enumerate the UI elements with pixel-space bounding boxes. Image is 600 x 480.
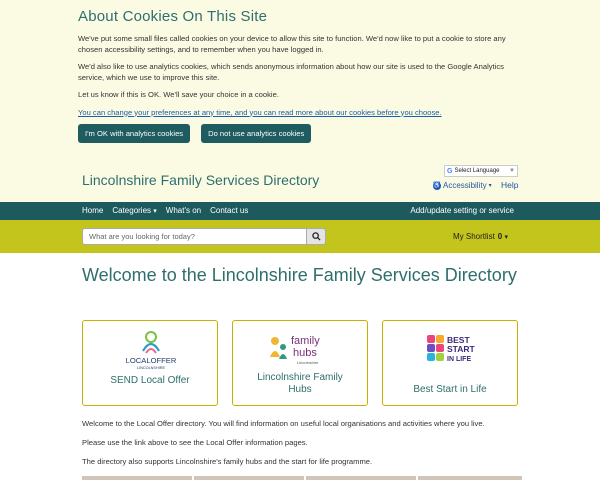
local-offer-logo	[111, 327, 191, 371]
nav-contact[interactable]: Contact us	[210, 206, 249, 215]
local-offer-logo-subtext: LINCOLNSHIRE	[136, 366, 166, 370]
search-icon	[312, 232, 321, 241]
google-icon: G	[447, 167, 453, 175]
cookie-button-row	[78, 124, 522, 143]
language-select-label: Select Language	[454, 168, 500, 174]
nav-home[interactable]: Home	[82, 206, 104, 215]
best-start-logo-text-1: BEST	[447, 335, 470, 345]
chevron-down-icon: ▼	[509, 168, 515, 174]
image-tile[interactable]	[194, 476, 304, 480]
reject-analytics-button[interactable]: Do not use analytics cookies	[201, 124, 311, 143]
shortlist-label: My Shortlist	[453, 232, 495, 241]
family-hubs-logo-text-2: hubs	[293, 347, 317, 359]
card-label: Lincolnshire Family Hubs	[257, 372, 343, 395]
nav-categories-label: Categories	[112, 206, 152, 215]
search-input[interactable]: What are you looking for today?	[82, 228, 306, 245]
card-label: SEND Local Offer	[110, 375, 190, 386]
best-start-logo-text-2: START	[447, 344, 475, 354]
page-title: Welcome to the Lincolnshire Family Services Directory	[82, 265, 517, 285]
nav-whats-on[interactable]: What's on	[165, 206, 202, 215]
search-button[interactable]	[306, 228, 326, 245]
accessibility-icon: ♿	[433, 183, 441, 189]
card-label: Best Start in Life	[413, 384, 487, 395]
nav-add-update[interactable]: Add/update setting or service	[410, 206, 514, 215]
card-send-local-offer[interactable]	[82, 320, 218, 406]
image-tile[interactable]	[82, 476, 192, 480]
nav-categories[interactable]	[112, 206, 156, 215]
intro-paragraph-1: Welcome to the Local Offer directory. You will find information on useful local organisations and activities where you live.	[82, 419, 485, 428]
help-link[interactable]: Help	[501, 180, 519, 190]
cookie-paragraph-3: Let us know if this is OK. We'll save your choice in a cookie.	[78, 90, 279, 99]
cookie-paragraph-1: We've put some small files called cookies on your device to allow this site to function. We'd now like to put a cookie to store any chosen accessibility settings, and to remember when you have logged in.	[78, 34, 506, 54]
accept-analytics-button[interactable]: I'm OK with analytics cookies	[78, 124, 190, 143]
site-header	[0, 162, 600, 202]
shortlist-menu[interactable]	[453, 232, 508, 241]
cookie-paragraph-2: We'd also like to use analytics cookies, which sends anonymous information about how our site is used to the Google Analytics service, which we use to improve this site.	[78, 62, 504, 82]
family-hubs-logo	[265, 327, 345, 367]
caret-down-icon: ▾	[488, 183, 492, 189]
cookie-preferences-link[interactable]: You can change your preferences at any time, and you can read more about our cookies before you choose.	[78, 107, 442, 117]
intro-paragraph-2: Please use the link above to see the Local Offer information pages.	[82, 438, 308, 447]
cookie-banner	[0, 0, 600, 162]
search-bar	[0, 220, 600, 253]
caret-down-icon: ▾	[153, 208, 157, 215]
accessibility-menu[interactable]	[433, 181, 492, 190]
card-best-start[interactable]	[382, 320, 518, 406]
best-start-logo	[423, 331, 479, 371]
site-title[interactable]: Lincolnshire Family Services Directory	[82, 172, 320, 188]
card-family-hubs[interactable]	[232, 320, 368, 406]
accessibility-label: Accessibility	[443, 181, 487, 190]
shortlist-count: 0	[497, 232, 503, 241]
intro-paragraph-3: The directory also supports Lincolnshire's family hubs and the start for life programme.	[82, 457, 373, 466]
caret-down-icon: ▾	[504, 234, 508, 241]
best-start-logo-text-3: IN LIFE	[447, 356, 472, 363]
local-offer-logo-text: LOCALOFFER	[125, 356, 177, 365]
language-select[interactable]	[444, 165, 518, 177]
family-hubs-logo-text-1: family	[291, 335, 320, 347]
cookie-title: About Cookies On This Site	[78, 8, 268, 25]
image-tile[interactable]	[418, 476, 522, 480]
image-tile[interactable]	[306, 476, 416, 480]
family-hubs-logo-text-3: Lincolnshire	[297, 360, 319, 365]
main-nav	[0, 202, 600, 220]
